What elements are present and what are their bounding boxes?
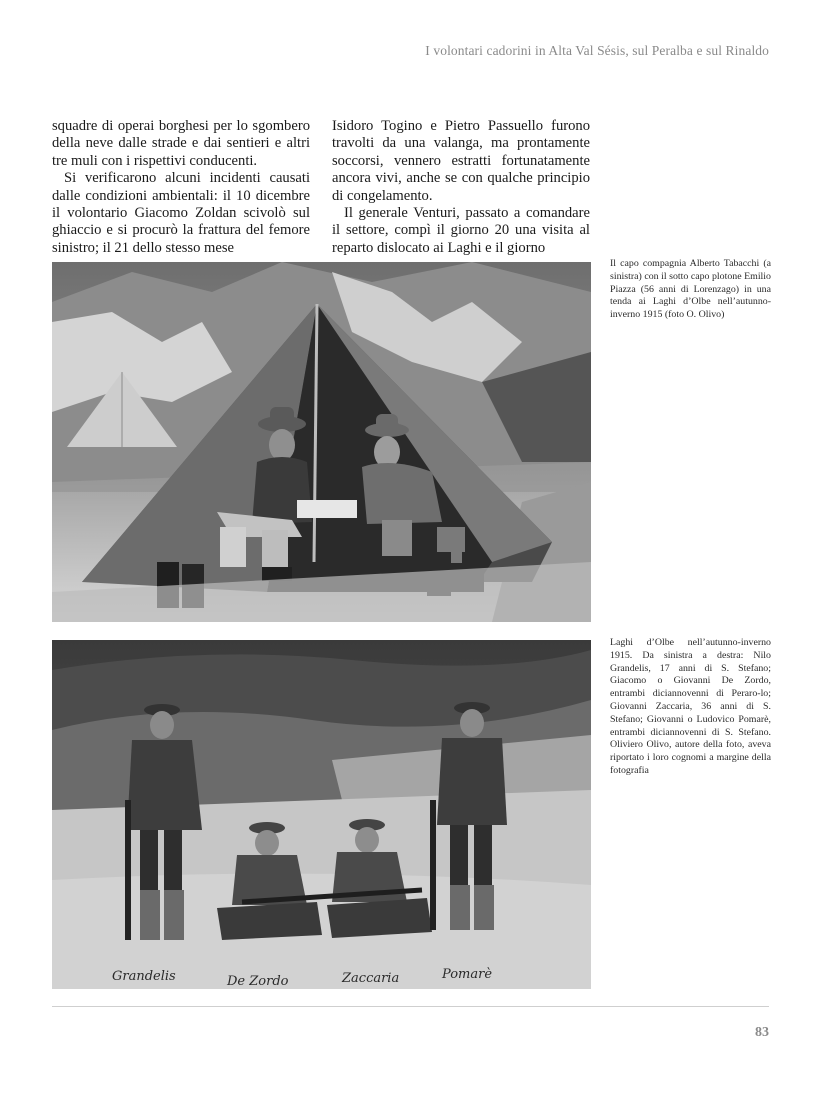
paragraph: Isidoro Togino e Pietro Passuello furono travolti da una valanga, ma prontamente soccorsi, vennero estratti fortunatamente ancora vivi, anche se con qualche principio di congelamento. [332, 118, 590, 204]
handwritten-name: Zaccaria [342, 971, 400, 986]
photo-tent [52, 262, 591, 622]
caption-photo-tent: Il capo compagnia Alberto Tabacchi (a sinistra) con il sotto capo plotone Emilio Piazza (56 anni di Lorenzago) in una tenda ai Laghi d’Olbe nell’autunno-inverno 1915 (foto O. Olivo) [610, 258, 771, 321]
text-column-left [52, 118, 310, 257]
text-column-right [332, 118, 590, 257]
handwritten-name: Pomarè [442, 967, 493, 982]
page-number: 83 [755, 1025, 769, 1040]
photo-soldiers [52, 640, 591, 989]
footer-rule [52, 1006, 769, 1007]
paragraph: squadre di operai borghesi per lo sgombero della neve dalle strade e dai sentieri e altri tre muli con i rispettivi conducenti. [52, 118, 310, 169]
caption-photo-soldiers: Laghi d’Olbe nell’autunno-inverno 1915. Da sinistra a destra: Nilo Grandelis, 17 anni di S. Stefano; Giacomo o Giovanni De Zordo, entrambi diciannovenni di Peraro-lo; Giovanni Zaccaria, 36 anni di S. Stefano; Giovanni o Ludovico Pomarè, entrambi diciannovenni di S. Stefano. Oliviero Olivo, autore della foto, aveva riportato i loro cognomi a margine della fotografia [610, 637, 771, 776]
paragraph: Il generale Venturi, passato a comandare il settore, compì il giorno 20 una visita al reparto dislocato ai Laghi e il giorno [332, 205, 590, 256]
handwritten-name: Grandelis [112, 969, 176, 984]
handwritten-name: De Zordo [227, 974, 289, 989]
running-header: I volontari cadorini in Alta Val Sésis, sul Peralba e sul Rinaldo [425, 43, 769, 58]
paragraph: Si verificarono alcuni incidenti causati dalle condizioni ambientali: il 10 dicembre il volontario Giacomo Zoldan scivolò sul ghiaccio e si procurò la frattura del femore sinistro; il 21 dello stesso mese [52, 170, 310, 256]
